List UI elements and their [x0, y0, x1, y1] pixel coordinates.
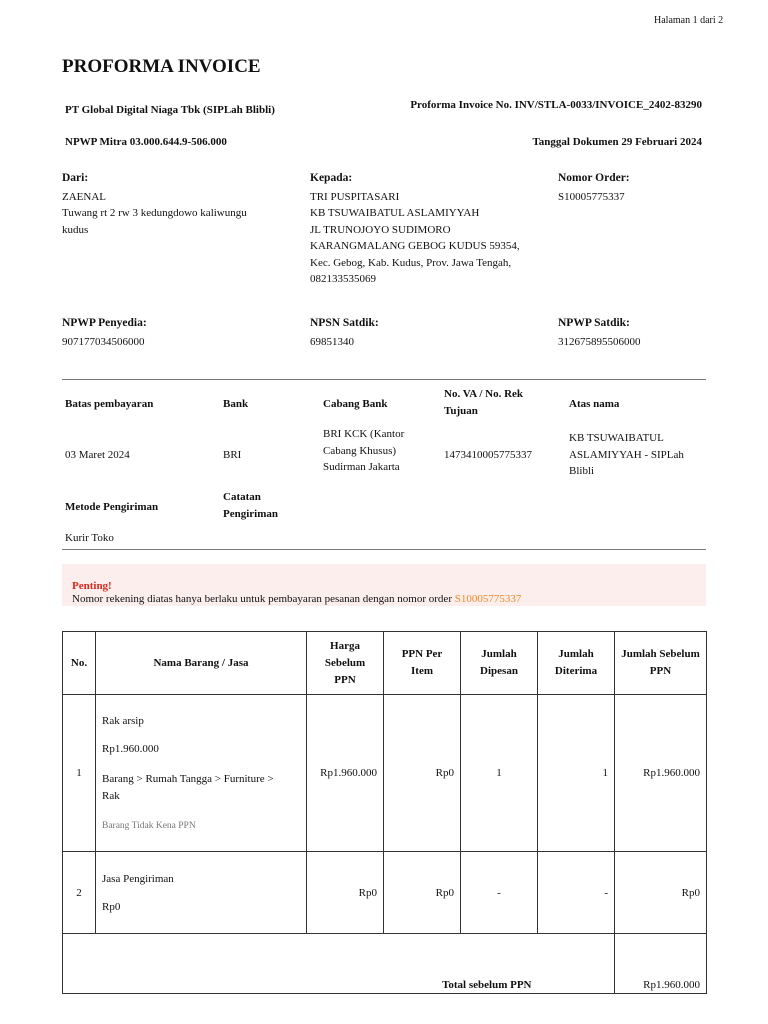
payment-va-number: 1473410005775337 [444, 449, 532, 461]
order-number-block [558, 170, 708, 205]
item-qty-ordered: 1 [461, 695, 538, 852]
total-label: Total sebelum PPN [63, 934, 538, 994]
items-table [62, 631, 707, 994]
npwp-mitra: NPWP Mitra 03.000.644.9-506.000 [65, 136, 227, 148]
item-qty-received: - [538, 852, 615, 934]
npsn-satdik-label: NPSN Satdik: [310, 317, 379, 329]
item-ppn: Rp0 [384, 695, 461, 852]
item-category: Barang > Rumah Tangga > Furniture > Rak [102, 773, 274, 802]
recipient-line: Kec. Gebog, Kab. Kudus, Prov. Jawa Tengah, [310, 256, 512, 269]
document-date: Tanggal Dokumen 29 Februari 2024 [532, 136, 702, 148]
item-tax-note: Barang Tidak Kena PPN [102, 821, 196, 831]
item-number: 2 [63, 852, 96, 934]
total-spacer [538, 934, 615, 994]
recipient-line: TRI PUSPITASARI [310, 190, 400, 203]
column-header: Nama Barang / Jasa [96, 632, 307, 695]
total-value: Rp1.960.000 [615, 934, 707, 994]
divider [62, 379, 706, 380]
item-name: Jasa Pengiriman [102, 872, 174, 885]
notice-message: Nomor rekening diatas hanya berlaku untuk pembayaran pesanan dengan nomor order [72, 593, 452, 605]
sender-block [62, 170, 302, 238]
column-header: No. [63, 632, 96, 695]
item-total: Rp0 [615, 852, 707, 934]
company-name: PT Global Digital Niaga Tbk (SIPLah Blibli) [65, 104, 275, 116]
payment-header-account-name: Atas nama [569, 398, 620, 410]
item-description [96, 695, 307, 852]
payment-branch: BRI KCK (Kantor Cabang Khusus) Sudirman Jakarta [323, 428, 405, 473]
npwp-satdik-label: NPWP Satdik: [558, 317, 630, 329]
shipping-method-label: Metode Pengiriman [65, 501, 159, 513]
recipient-line: KB TSUWAIBATUL ASLAMIYYAH [310, 207, 480, 219]
npsn-satdik-value: 69851340 [310, 335, 354, 348]
item-number: 1 [63, 695, 96, 852]
payment-header-bank: Bank [223, 398, 249, 410]
payment-account-name: KB TSUWAIBATUL ASLAMIYYAH - SIPLah Blibli [569, 432, 684, 477]
table-header-row [63, 632, 707, 695]
item-price-line: Rp0 [102, 900, 121, 913]
payment-due-date: 03 Maret 2024 [65, 449, 130, 461]
table-row [63, 695, 707, 852]
notice-text [72, 593, 521, 605]
item-qty-ordered: - [461, 852, 538, 934]
column-header: Harga Sebelum PPN [307, 632, 384, 695]
document-title: PROFORMA INVOICE [62, 56, 261, 77]
npwp-satdik-block [558, 315, 641, 350]
item-ppn: Rp0 [384, 852, 461, 934]
npsn-satdik-block [310, 315, 379, 350]
shipping-method-value: Kurir Toko [65, 532, 114, 544]
divider [62, 549, 706, 550]
column-header: PPN Per Item [384, 632, 461, 695]
sender-address-line: Tuwang rt 2 rw 3 kedungdowo kaliwungu [62, 207, 247, 219]
sender-label: Dari: [62, 172, 89, 184]
npwp-penyedia-block [62, 315, 147, 350]
item-price-line: Rp1.960.000 [102, 743, 159, 755]
sender-name: ZAENAL [62, 190, 106, 203]
payment-bank: BRI [223, 449, 242, 461]
payment-header-due: Batas pembayaran [65, 398, 154, 410]
item-harga: Rp0 [307, 852, 384, 934]
total-row [63, 934, 707, 994]
notice-order-number: S10005775337 [454, 593, 522, 605]
sender-address-line: kudus [62, 223, 89, 236]
item-harga: Rp1.960.000 [307, 695, 384, 852]
npwp-satdik-value: 312675895506000 [558, 335, 641, 348]
recipient-line: JL TRUNOJOYO SUDIMORO [310, 223, 451, 236]
notice-title: Penting! [72, 580, 112, 592]
page-number: Halaman 1 dari 2 [654, 15, 724, 26]
column-header: Jumlah Diterima [538, 632, 615, 695]
column-header: Jumlah Dipesan [461, 632, 538, 695]
item-total: Rp1.960.000 [615, 695, 707, 852]
order-number-label: Nomor Order: [558, 172, 630, 184]
recipient-label: Kepada: [310, 172, 353, 184]
order-number-value: S10005775337 [558, 190, 625, 203]
recipient-line: 082133535069 [310, 273, 376, 285]
npwp-penyedia-label: NPWP Penyedia: [62, 317, 147, 329]
item-qty-received: 1 [538, 695, 615, 852]
recipient-block [310, 170, 550, 288]
recipient-line: KARANGMALANG GEBOG KUDUS 59354, [310, 240, 520, 252]
table-row [63, 852, 707, 934]
shipping-note-label: Catatan Pengiriman [223, 491, 278, 520]
payment-header-va: No. VA / No. Rek Tujuan [444, 388, 524, 417]
invoice-number: Proforma Invoice No. INV/STLA-0033/INVOICE_2402-83290 [410, 99, 702, 111]
item-description [96, 852, 307, 934]
npwp-penyedia-value: 907177034506000 [62, 335, 145, 348]
payment-header-branch: Cabang Bank [323, 398, 388, 410]
item-name: Rak arsip [102, 715, 144, 727]
column-header: Jumlah Sebelum PPN [615, 632, 707, 695]
important-notice [62, 564, 706, 606]
